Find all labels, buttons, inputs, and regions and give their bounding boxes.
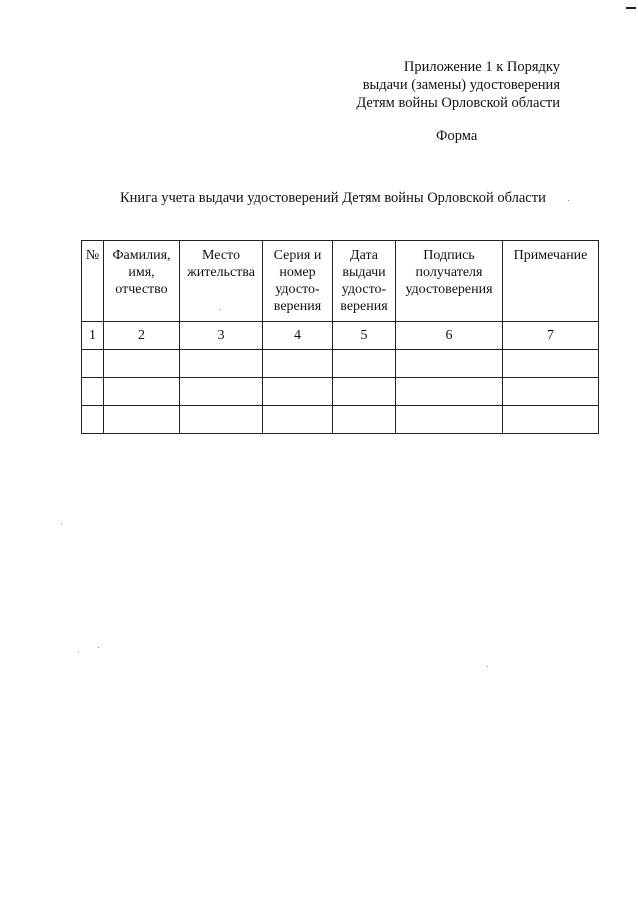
scan-speck bbox=[61, 523, 62, 524]
scan-mark bbox=[626, 7, 636, 9]
empty-cell bbox=[104, 378, 180, 406]
empty-cell bbox=[263, 406, 333, 434]
header-cell-note: Примечание bbox=[503, 241, 599, 322]
column-number-cell: 6 bbox=[396, 322, 503, 350]
column-number-row bbox=[82, 322, 599, 350]
table-row bbox=[82, 350, 599, 378]
empty-cell bbox=[503, 350, 599, 378]
empty-cell bbox=[82, 350, 104, 378]
empty-cell bbox=[263, 378, 333, 406]
table-row bbox=[82, 406, 599, 434]
scan-speck bbox=[220, 309, 221, 310]
empty-cell bbox=[503, 406, 599, 434]
empty-cell bbox=[263, 350, 333, 378]
annex-reference bbox=[356, 58, 560, 112]
empty-cell bbox=[82, 378, 104, 406]
empty-cell bbox=[396, 378, 503, 406]
form-label: Форма bbox=[436, 128, 478, 144]
column-number-cell: 4 bbox=[263, 322, 333, 350]
empty-cell bbox=[396, 406, 503, 434]
annex-line-2: выдачи (замены) удостоверения bbox=[362, 77, 560, 93]
empty-cell bbox=[333, 350, 396, 378]
table-header-row bbox=[82, 241, 599, 322]
empty-cell bbox=[82, 406, 104, 434]
empty-cell bbox=[180, 406, 263, 434]
scan-speck bbox=[568, 200, 569, 201]
column-number-cell: 3 bbox=[180, 322, 263, 350]
header-cell-residence: Место жительства bbox=[180, 241, 263, 322]
column-number-cell: 1 bbox=[82, 322, 104, 350]
table-row bbox=[82, 378, 599, 406]
scan-speck bbox=[487, 666, 488, 667]
empty-cell bbox=[104, 350, 180, 378]
header-cell-signature: Подпись получателя удостоверения bbox=[396, 241, 503, 322]
empty-cell bbox=[104, 406, 180, 434]
annex-line-1: Приложение 1 к Порядку bbox=[403, 59, 560, 75]
register-table bbox=[81, 240, 599, 434]
book-title: Книга учета выдачи удостоверений Детям войны Орловской области bbox=[120, 190, 546, 206]
header-cell-series-number: Серия и номер удосто- верения bbox=[263, 241, 333, 322]
column-number-cell: 7 bbox=[503, 322, 599, 350]
header-cell-issue-date: Дата выдачи удосто- верения bbox=[333, 241, 396, 322]
empty-cell bbox=[333, 378, 396, 406]
empty-cell bbox=[180, 378, 263, 406]
empty-cell bbox=[333, 406, 396, 434]
header-cell-full-name: Фамилия, имя, отчество bbox=[104, 241, 180, 322]
column-number-cell: 2 bbox=[104, 322, 180, 350]
empty-cell bbox=[180, 350, 263, 378]
column-number-cell: 5 bbox=[333, 322, 396, 350]
header-cell-number: № bbox=[82, 241, 104, 322]
scan-speck bbox=[78, 652, 79, 653]
empty-cell bbox=[396, 350, 503, 378]
empty-cell bbox=[503, 378, 599, 406]
scan-speck bbox=[98, 647, 99, 648]
annex-line-3: Детям войны Орловской области bbox=[356, 95, 560, 111]
